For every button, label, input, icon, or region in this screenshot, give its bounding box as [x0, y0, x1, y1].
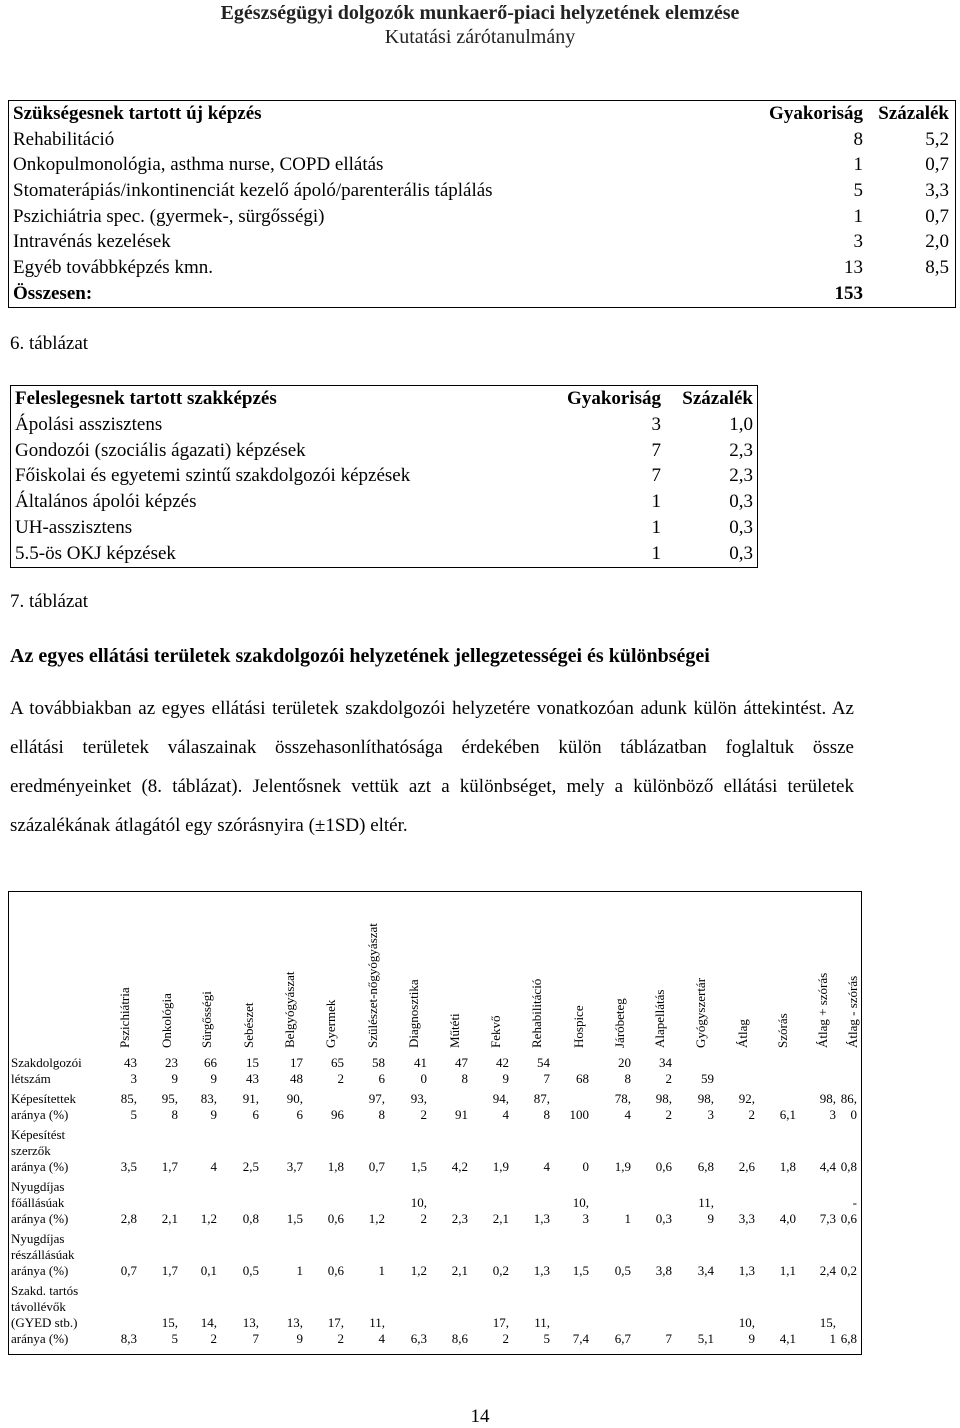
- table-header-row: [11, 386, 757, 412]
- document-subtitle: Kutatási zárótanulmány: [384, 26, 576, 48]
- table-cell: 98,: [697, 1091, 714, 1106]
- table-cell: 7,3: [819, 1211, 836, 1226]
- table-cell: 0,2: [840, 1263, 857, 1278]
- table-cell: 17: [290, 1055, 303, 1070]
- table-cell: 9: [748, 1331, 755, 1346]
- table-cell: 6,3: [410, 1331, 427, 1346]
- table-cell: 1,5: [410, 1159, 427, 1174]
- table-cell: 9: [296, 1331, 303, 1346]
- table-cell: 17,: [492, 1315, 509, 1330]
- table-cell: 4: [378, 1331, 385, 1346]
- table-cell: 93,: [410, 1091, 427, 1106]
- row-label: Általános ápolói képzés: [15, 491, 197, 513]
- row-percent: 0,7: [925, 154, 949, 176]
- row-label: Pszichiátria spec. (gyermek-, sürgősségi): [13, 205, 325, 227]
- row-percent: 0,3: [729, 542, 753, 564]
- table-cell: 8: [378, 1107, 385, 1122]
- row-frequency: 1: [651, 542, 661, 564]
- table-cell: 95,: [161, 1091, 178, 1106]
- row-label: részállásúak: [11, 1247, 75, 1262]
- table-cell: 0: [420, 1071, 427, 1086]
- table-cell: 91: [455, 1107, 468, 1122]
- row-label: aránya (%): [11, 1159, 69, 1174]
- table-cell: 6,8: [697, 1159, 714, 1174]
- table-cell: 91,: [242, 1091, 259, 1106]
- table-cell: 1,3: [738, 1263, 755, 1278]
- table-cell: 1,9: [492, 1159, 509, 1174]
- row-label: szerzők: [11, 1143, 51, 1158]
- table-cell: 2,1: [451, 1263, 468, 1278]
- table-cell: 0,8: [840, 1159, 857, 1174]
- row-percent: 5,2: [925, 128, 949, 150]
- table-cell: 13,: [242, 1315, 259, 1330]
- table-row: [9, 178, 955, 204]
- table-row: [9, 204, 955, 230]
- table-cell: 10,: [572, 1195, 589, 1210]
- row-frequency: 5: [853, 180, 863, 202]
- table-cell: 1,2: [200, 1211, 217, 1226]
- row-frequency: 1: [853, 154, 863, 176]
- table-cell: 83,: [200, 1091, 217, 1106]
- caption-table-7: 7. táblázat: [10, 591, 89, 612]
- table-cell: 7: [252, 1331, 259, 1346]
- table-cell: 3,7: [286, 1159, 303, 1174]
- table-cell: 1: [296, 1263, 303, 1278]
- table-cell: 41: [414, 1055, 427, 1070]
- column-header: Rehabilitáció: [529, 978, 544, 1048]
- row-label: távollévők: [11, 1299, 66, 1314]
- row-frequency: 7: [651, 465, 661, 487]
- table-care-areas: [8, 891, 862, 1355]
- table-cell: 1: [378, 1263, 385, 1278]
- table-cell: 6,8: [840, 1331, 857, 1346]
- table-cell: 65: [331, 1055, 344, 1070]
- table-cell: 58: [372, 1055, 385, 1070]
- row-percent: 2,3: [729, 439, 753, 461]
- column-header: Gyógyszertár: [693, 977, 708, 1048]
- column-header: Sebészet: [241, 1002, 256, 1048]
- table-cell: 7: [665, 1331, 672, 1346]
- table-cell: 0,5: [614, 1263, 631, 1278]
- table-cell: 98,: [819, 1091, 836, 1106]
- table-cell: 15: [246, 1055, 259, 1070]
- table-cell: 6: [296, 1107, 303, 1122]
- table-row: [9, 127, 955, 153]
- table-cell: 10,: [410, 1195, 427, 1210]
- table-cell: 11,: [534, 1315, 550, 1330]
- table-row: [9, 255, 955, 281]
- table-cell: 86,: [840, 1091, 857, 1106]
- row-label: Képesítést: [11, 1127, 66, 1142]
- table-cell: 13,: [286, 1315, 303, 1330]
- row-percent: 3,3: [925, 180, 949, 202]
- table-cell: 2,4: [819, 1263, 836, 1278]
- table-cell: 14,: [200, 1315, 217, 1330]
- section-heading: Az egyes ellátási területek szakdolgozói helyzetének jellegzetességei és különbségei: [10, 645, 710, 667]
- table-cell: 8,6: [451, 1331, 468, 1346]
- row-label: Ápolási asszisztens: [15, 413, 163, 435]
- table-cell: 0,3: [655, 1211, 672, 1226]
- table-cell: 1,5: [286, 1211, 303, 1226]
- table-cell: 23: [165, 1055, 178, 1070]
- table-cell: 0,7: [368, 1159, 385, 1174]
- table-cell: 4,0: [779, 1211, 796, 1226]
- table-cell: 96: [331, 1107, 344, 1122]
- table-cell: 5: [130, 1107, 137, 1122]
- table-cell: 2: [210, 1331, 217, 1346]
- table-cell: 34: [659, 1055, 672, 1070]
- table-row: [11, 541, 757, 567]
- column-header: Onkológia: [159, 993, 174, 1048]
- column-header: Alapellátás: [652, 989, 667, 1048]
- table-cell: 0,6: [327, 1211, 344, 1226]
- row-label: Egyéb továbbképzés kmn.: [13, 257, 213, 279]
- table-cell: 11,: [369, 1315, 385, 1330]
- row-label: UH-asszisztens: [15, 516, 133, 538]
- table-cell: 3,8: [655, 1263, 672, 1278]
- table-cell: 3: [130, 1071, 137, 1086]
- table-cell: 0,5: [242, 1263, 259, 1278]
- table-cell: 9: [210, 1071, 217, 1086]
- table-total-row: [9, 281, 955, 307]
- column-header: Pszichiátria: [117, 987, 132, 1048]
- table-cell: 4,4: [819, 1159, 836, 1174]
- row-percent: Százalék: [682, 388, 753, 409]
- table-cell: 0: [582, 1159, 589, 1174]
- table-cell: 68: [576, 1071, 589, 1086]
- table-cell: 1: [829, 1331, 836, 1346]
- column-header: Szórás: [775, 1013, 790, 1048]
- column-header: Járóbeteg: [612, 998, 627, 1048]
- page-number: 14: [470, 1406, 490, 1427]
- table-cell: 6,1: [779, 1107, 796, 1122]
- table-cell: 17,: [327, 1315, 344, 1330]
- table-cell: 2,1: [492, 1211, 509, 1226]
- row-percent: 2,3: [729, 465, 753, 487]
- table-cell: 2: [665, 1107, 672, 1122]
- table-cell: 5: [543, 1331, 550, 1346]
- table-cell: 43: [246, 1071, 259, 1086]
- table-cell: 6: [252, 1107, 259, 1122]
- table-cell: 94,: [492, 1091, 509, 1106]
- row-percent: Százalék: [878, 103, 949, 124]
- table-cell: 92,: [738, 1091, 755, 1106]
- table-cell: 1,8: [327, 1159, 344, 1174]
- row-frequency: 1: [853, 205, 863, 227]
- row-label: Összesen:: [13, 282, 93, 304]
- table-cell: 66: [204, 1055, 217, 1070]
- row-frequency: 1: [651, 491, 661, 513]
- table-cell: 9: [502, 1071, 509, 1086]
- table-cell: 11,: [698, 1195, 714, 1210]
- table-cell: 87,: [533, 1091, 550, 1106]
- table-cell: 0,6: [655, 1159, 672, 1174]
- row-label: Stomaterápiás/inkontinenciát kezelő ápoló/parenterális táplálás: [13, 180, 493, 202]
- table-cell: 1,7: [161, 1159, 178, 1174]
- table-cell: 0,6: [327, 1263, 344, 1278]
- table-cell: 100: [569, 1107, 589, 1122]
- table-cell: 1,2: [410, 1263, 427, 1278]
- table-cell: 2,8: [120, 1211, 137, 1226]
- row-frequency: Gyakoriság: [769, 103, 863, 124]
- row-percent: 2,0: [925, 231, 949, 253]
- row-frequency: 7: [651, 439, 661, 461]
- table-cell: 1,9: [614, 1159, 631, 1174]
- table-cell: 2: [420, 1211, 427, 1226]
- table-cell: 9: [707, 1211, 714, 1226]
- table-cell: 7: [543, 1071, 550, 1086]
- table-cell: 4,2: [451, 1159, 468, 1174]
- column-header: Fekvő: [488, 1015, 503, 1048]
- table-cell: 8: [543, 1107, 550, 1122]
- row-label: Szakd. tartós: [11, 1283, 79, 1298]
- row-frequency: 3: [853, 231, 863, 253]
- table-row: [9, 229, 955, 255]
- row-label: Nyugdíjas: [11, 1179, 65, 1194]
- row-percent: 0,7: [925, 205, 949, 227]
- row-label: Feleslegesnek tartott szakképzés: [15, 388, 277, 409]
- table-cell: 59: [701, 1071, 714, 1086]
- table-cell: 3,3: [738, 1211, 755, 1226]
- table-cell: 4: [624, 1107, 631, 1122]
- table-cell: 2,6: [738, 1159, 755, 1174]
- table-cell: 47: [455, 1055, 468, 1070]
- table-cell: 2: [420, 1107, 427, 1122]
- table-cell: 0,6: [840, 1211, 857, 1226]
- table-row: [11, 489, 757, 515]
- row-label: főállásúak: [11, 1195, 65, 1210]
- row-frequency: 13: [844, 257, 863, 279]
- row-label: Gondozói (szociális ágazati) képzések: [15, 439, 306, 461]
- table-cell: 1,5: [572, 1263, 589, 1278]
- table-cell: 98,: [655, 1091, 672, 1106]
- table-cell: 78,: [614, 1091, 631, 1106]
- body-paragraph: A továbbiakban az egyes ellátási területek szakdolgozói helyzetére vonatkozóan adunk külön áttekintést. Az ellátási területek válaszainak összehasonlíthatósága érdekében külön táblázatban foglaltuk össze eredményeinket (8. táblázat). Jelentősnek vettük azt a különbséget, mely a különböző ellátási területek százalékának átlagától egy szórásnyira (±1SD) eltér.: [10, 698, 854, 836]
- row-label: aránya (%): [11, 1107, 69, 1122]
- table-row: [11, 515, 757, 541]
- table-cell: 2,5: [242, 1159, 259, 1174]
- row-percent: 0,3: [729, 516, 753, 538]
- table-cell: 1,8: [779, 1159, 796, 1174]
- table-cell: 2: [502, 1331, 509, 1346]
- table-cell: 0,2: [492, 1263, 509, 1278]
- row-label: Főiskolai és egyetemi szintű szakdolgozói képzések: [15, 465, 411, 487]
- table-cell: 2: [665, 1071, 672, 1086]
- table-cell: 1,2: [368, 1211, 385, 1226]
- table-cell: 2,1: [161, 1211, 178, 1226]
- table-cell: 2: [748, 1107, 755, 1122]
- table-cell: 4: [543, 1159, 550, 1174]
- table-cell: 8: [461, 1071, 468, 1086]
- table-cell: 8: [624, 1071, 631, 1086]
- table-cell: 1: [624, 1211, 631, 1226]
- table-cell: 1,3: [533, 1263, 550, 1278]
- table-cell: 3,5: [120, 1159, 137, 1174]
- table-row: [9, 152, 955, 178]
- row-label: Rehabilitáció: [13, 128, 115, 150]
- table-cell: 5: [171, 1331, 178, 1346]
- row-label: 5.5-ös OKJ képzések: [15, 542, 176, 564]
- row-frequency: Gyakoriság: [567, 388, 661, 409]
- table-cell: 1,3: [533, 1211, 550, 1226]
- row-label: aránya (%): [11, 1211, 69, 1226]
- table-cell: 1,7: [161, 1263, 178, 1278]
- row-label: Képesítettek: [11, 1091, 76, 1106]
- table-cell: 54: [537, 1055, 550, 1070]
- table-cell: 0: [850, 1107, 857, 1122]
- row-label: Nyugdíjas: [11, 1231, 65, 1246]
- column-header: Belgyógyászat: [282, 971, 297, 1048]
- table-cell: 8: [171, 1107, 178, 1122]
- column-header: Műtéti: [447, 1013, 462, 1048]
- table-cell: 1,1: [779, 1263, 796, 1278]
- table-cell: 20: [618, 1055, 631, 1070]
- table-cell: 0,8: [242, 1211, 259, 1226]
- row-label: aránya (%): [11, 1331, 69, 1346]
- row-label: aránya (%): [11, 1263, 69, 1278]
- table-cell: 2: [337, 1071, 344, 1086]
- table-cell: 48: [290, 1071, 303, 1086]
- column-header: Szülészet-nőgyógyászat: [365, 923, 380, 1048]
- table-cell: 0,1: [200, 1263, 217, 1278]
- table-cell: 6: [378, 1071, 385, 1086]
- table-header-row: [9, 101, 955, 127]
- table-cell: 85,: [120, 1091, 137, 1106]
- row-frequency: 153: [834, 282, 863, 304]
- column-header: Gyermek: [323, 999, 338, 1048]
- row-frequency: 1: [651, 516, 661, 538]
- table-cell: 42: [496, 1055, 509, 1070]
- table-cell: 4: [502, 1107, 509, 1122]
- table-cell: 4: [210, 1159, 217, 1174]
- row-label: Szükségesnek tartott új képzés: [13, 103, 262, 124]
- table-cell: 3: [707, 1107, 714, 1122]
- table-redundant-training: [10, 385, 758, 568]
- table-cell: 10,: [738, 1315, 755, 1330]
- table-cell: 9: [171, 1071, 178, 1086]
- table-cell: 2: [337, 1331, 344, 1346]
- table-cell: 90,: [286, 1091, 303, 1106]
- row-percent: 1,0: [729, 413, 753, 435]
- row-label: létszám: [11, 1071, 51, 1086]
- table-cell: 97,: [368, 1091, 385, 1106]
- table-cell: 0,7: [120, 1263, 137, 1278]
- row-frequency: 3: [651, 413, 661, 435]
- table-cell: 3: [829, 1107, 836, 1122]
- column-header: Diagnosztika: [406, 979, 421, 1048]
- table-cell: 3,4: [697, 1263, 714, 1278]
- column-header: Átlag: [735, 1019, 750, 1048]
- column-header: Hospice: [571, 1005, 586, 1048]
- table-cell: 15,: [161, 1315, 178, 1330]
- table-cell: 4,1: [779, 1331, 796, 1346]
- table-cell: 15,: [819, 1315, 836, 1330]
- row-frequency: 8: [853, 128, 863, 150]
- table-row: [11, 463, 757, 489]
- table-new-training: [8, 100, 956, 308]
- table-cell: -: [852, 1195, 857, 1210]
- row-label: Onkopulmonológia, asthma nurse, COPD ellátás: [13, 154, 384, 176]
- row-label: (GYED stb.): [11, 1315, 78, 1330]
- column-header: Átlag + szórás: [815, 972, 830, 1048]
- table-cell: 5,1: [697, 1331, 714, 1346]
- table-cell: 6,7: [614, 1331, 631, 1346]
- column-header: Átlag - szórás: [845, 975, 860, 1048]
- row-label: Intravénás kezelések: [13, 231, 171, 253]
- table-cell: 43: [124, 1055, 137, 1070]
- table-cell: 8,3: [120, 1331, 137, 1346]
- table-row: [11, 412, 757, 438]
- row-percent: 0,3: [729, 491, 753, 513]
- caption-table-6: 6. táblázat: [10, 333, 89, 354]
- column-header: Sürgősségi: [199, 991, 214, 1048]
- table-cell: 3: [582, 1211, 589, 1226]
- row-percent: 8,5: [925, 257, 949, 279]
- table-cell: 9: [210, 1107, 217, 1122]
- table-cell: 7,4: [572, 1331, 589, 1346]
- table-row: [11, 438, 757, 464]
- row-label: Szakdolgozói: [11, 1055, 82, 1070]
- document-title: Egészségügyi dolgozók munkaerő-piaci helyzetének elemzése: [220, 2, 740, 24]
- table-cell: 2,3: [451, 1211, 468, 1226]
